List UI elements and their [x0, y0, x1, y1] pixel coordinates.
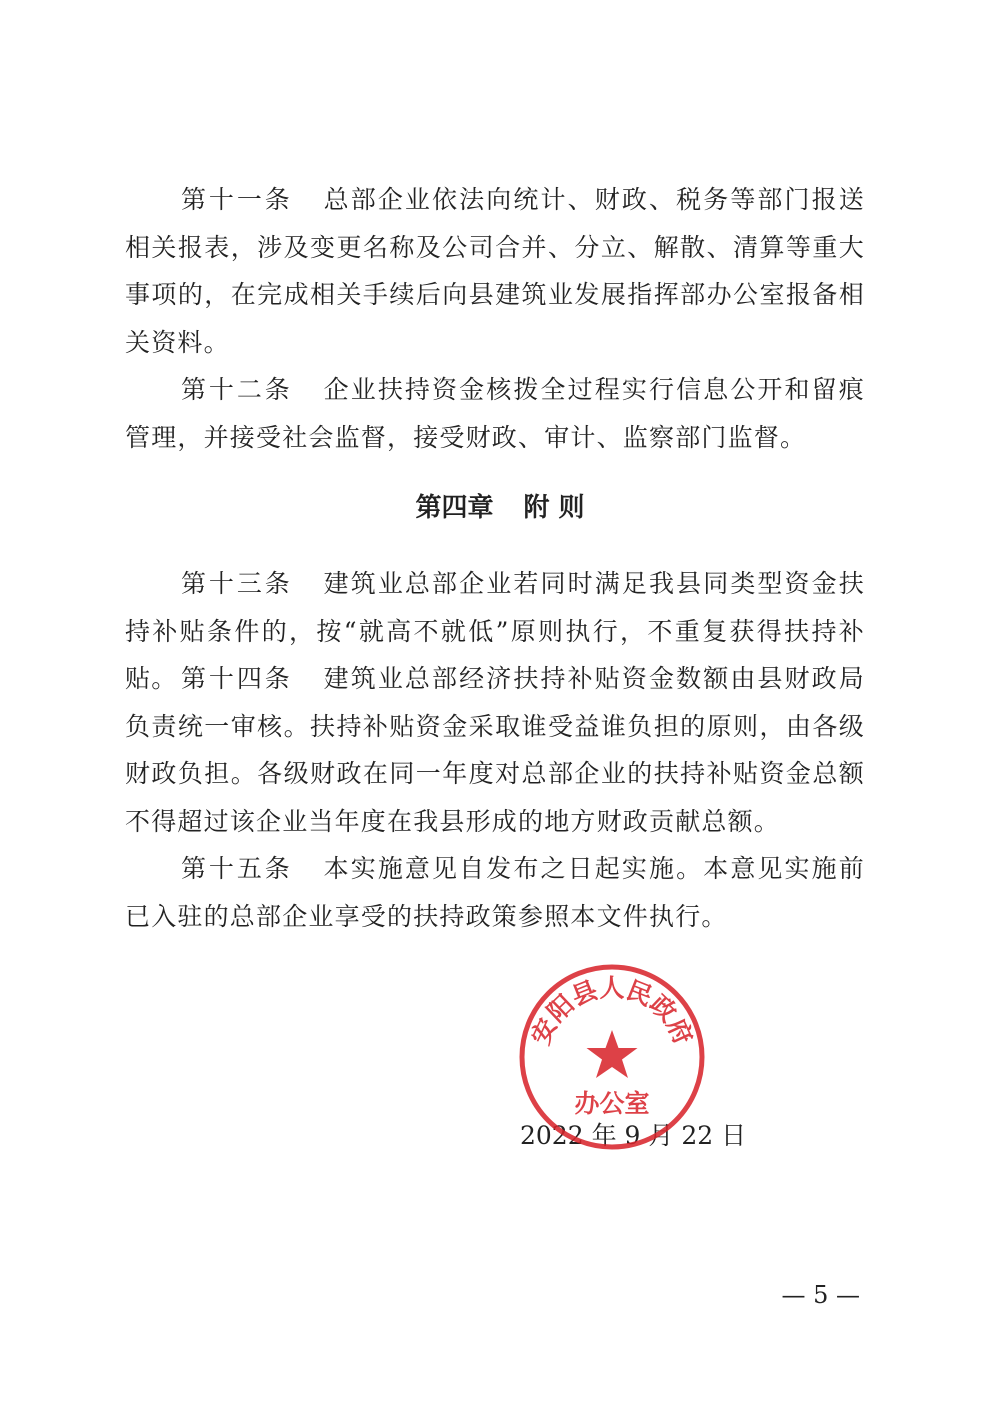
article-12: [125, 366, 865, 461]
article-text: 总部企业依法向统计、财政、税务等部门报送相关报表，涉及变更名称及公司合并、分立、解散、清算等重大事项的，在完成相关手续后向县建筑业发展指挥部办公室报备相关资料。: [125, 185, 865, 357]
article-label: 第十五条: [181, 854, 293, 883]
article-14: [125, 655, 865, 845]
article-text: 本实施意见自发布之日起实施。本意见实施前已入驻的总部企业享受的扶持政策参照本文件执行。: [125, 854, 865, 931]
article-label: 第十四条: [181, 664, 293, 693]
issue-date: 2022 年 9 月 22 日: [520, 1121, 747, 1150]
official-seal: [517, 962, 707, 1152]
article-11: [125, 176, 865, 366]
chapter-number: 第四章: [415, 493, 494, 523]
chapter-title: 附 则: [523, 493, 585, 523]
article-label: 第十三条: [181, 569, 293, 598]
seal-outer-text: 安阳县人民政府: [525, 973, 699, 1049]
article-15: [125, 845, 865, 940]
article-text: 建筑业总部经济扶持补贴资金数额由县财政局负责统一审核。扶持补贴资金采取谁受益谁负担的原则，由各级财政负担。各级财政在同一年度对总部企业的扶持补贴资金总额不得超过该企业当年度在我县形成的地方财政贡献总额。: [125, 664, 865, 836]
article-label: 第十二条: [181, 375, 293, 404]
article-label: 第十一条: [181, 185, 293, 214]
star-icon: [587, 1030, 638, 1078]
seal-inner-text: 办公室: [574, 1089, 650, 1118]
article-text: 建筑业总部企业若同时满足我县同类型资金扶持补贴条件的，按“就高不就低”原则执行，不重复获得扶持补贴。: [125, 569, 865, 693]
article-text: 企业扶持资金核拨全过程实行信息公开和留痕管理，并接受社会监督，接受财政、审计、监察部门监督。: [125, 375, 865, 452]
page-number: — 5 —: [781, 1281, 860, 1309]
chapter-heading: [0, 488, 1000, 528]
